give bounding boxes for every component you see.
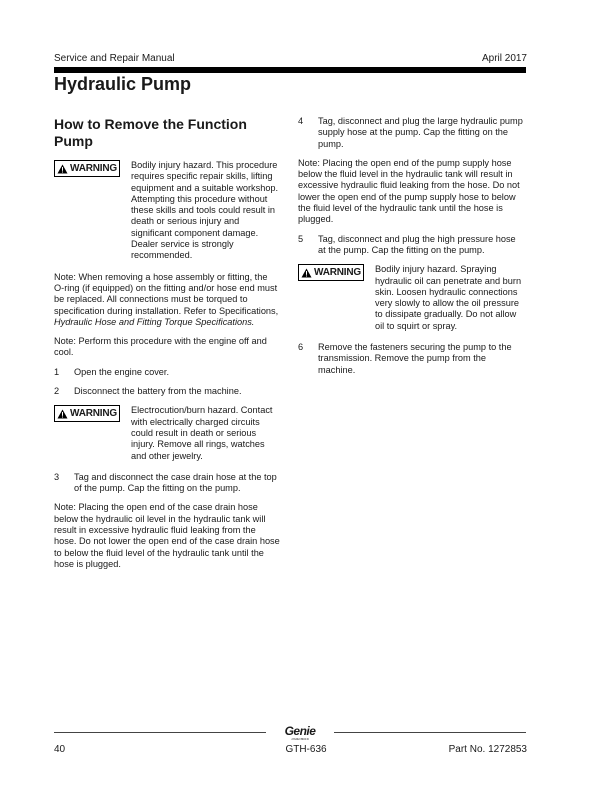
- note-pump-supply: Note: Placing the open end of the pump supply hose below the fluid level in the hydraulic tank will result in excessive hydraulic fluid leaking from the hose. Do not lower the open end of the pump supply hose to below the fluid level of the hydraulic tank until the hose is plugged.: [298, 157, 520, 225]
- warning-text: Bodily injury hazard. Spraying hydraulic oil can penetrate and burn skin. Loosen hydraulic connections very slowly to allow the oil pressure to dissipate gradually. Do not allow oil to squirt or spray.: [375, 264, 522, 331]
- step-number: 1: [54, 366, 60, 377]
- genie-logo: [266, 724, 334, 741]
- warning-text: Electrocution/burn hazard. Contact with electrically charged circuits could result in death or serious injury. Remove all rings, watches and other jewelry.: [131, 405, 273, 461]
- step-number: 2: [54, 386, 60, 397]
- footer-rule-right: [334, 732, 526, 733]
- header-date: April 2017: [481, 53, 527, 64]
- procedure-step: [298, 342, 524, 376]
- warning-label: WARNING: [314, 267, 361, 279]
- note-engine-off: Note: Perform this procedure with the engine off and cool.: [54, 336, 267, 358]
- procedure-step: [54, 367, 280, 378]
- step-number: 4: [298, 116, 304, 126]
- header-rule: [54, 67, 526, 73]
- warning-badge: [54, 160, 120, 177]
- warning-block: [54, 160, 280, 262]
- procedure-step: [54, 386, 280, 397]
- section-heading: How to Remove the Function Pump: [54, 116, 247, 149]
- step-text: Tag and disconnect the case drain hose at the top of the pump. Cap the fitting on the pump.: [74, 471, 277, 494]
- warning-triangle-icon: [57, 409, 68, 419]
- note-hose-text: Note: When removing a hose assembly or fitting, the O-ring (if equipped) on the fitting and/or hose end must be replaced. All connections must be torqued to specification during installation. Refer to Specifications,: [54, 271, 279, 316]
- step-number: 5: [298, 233, 304, 244]
- warning-label: WARNING: [70, 408, 117, 420]
- page-number: 40: [54, 744, 66, 755]
- procedure-step: [298, 234, 524, 257]
- step-text: Remove the fasteners securing the pump to the transmission. Remove the pump from the machine.: [318, 342, 512, 375]
- warning-text: Bodily injury hazard. This procedure requires specific repair skills, lifting equipment and a suitable workshop. Attempting this procedure without these skills and tools could result in death or serious injury and significant component damage. Dealer service is strongly recommended.: [131, 160, 279, 261]
- logo-text: Genie: [284, 724, 316, 738]
- warning-triangle-icon: [57, 164, 68, 174]
- model-number: GTH-636: [285, 744, 327, 755]
- footer-rule-left: [54, 732, 266, 733]
- warning-badge: [54, 405, 120, 422]
- header-manual-title: Service and Repair Manual: [54, 53, 175, 64]
- note-case-drain: Note: Placing the open end of the case drain hose below the hydraulic oil level in the hydraulic tank will result in excessive hydraulic fluid leaking from the hose. Do not lower the open end of the case drain hose to below the fluid level of the hydraulic tank until the hose is plugged.: [54, 502, 280, 569]
- right-column: [298, 116, 524, 384]
- step-text: Disconnect the battery from the machine.: [74, 386, 242, 397]
- warning-triangle-icon: [301, 268, 312, 278]
- warning-block: [298, 264, 524, 332]
- procedure-step: [298, 116, 524, 150]
- warning-label: WARNING: [70, 162, 117, 174]
- step-number: 6: [298, 342, 304, 353]
- step-text: Open the engine cover.: [74, 366, 170, 377]
- step-number: 3: [54, 471, 60, 482]
- part-number: Part No. 1272853: [448, 744, 527, 755]
- note-hose-replacement: [54, 272, 280, 328]
- warning-block: [54, 405, 280, 461]
- note-hose-reference: Hydraulic Hose and Fitting Torque Specifications.: [54, 316, 255, 327]
- page-title: Hydraulic Pump: [54, 74, 192, 94]
- step-text: Tag, disconnect and plug the high pressure hose at the pump. Cap the fitting on the pump.: [318, 233, 516, 255]
- step-text: Tag, disconnect and plug the large hydraulic pump supply hose at the pump. Cap the fitting on the pump.: [318, 116, 523, 149]
- warning-badge: [298, 264, 364, 281]
- procedure-step: [54, 472, 280, 495]
- left-column: [54, 116, 280, 578]
- logo-subtext: A TEREX BRAND: [291, 737, 309, 741]
